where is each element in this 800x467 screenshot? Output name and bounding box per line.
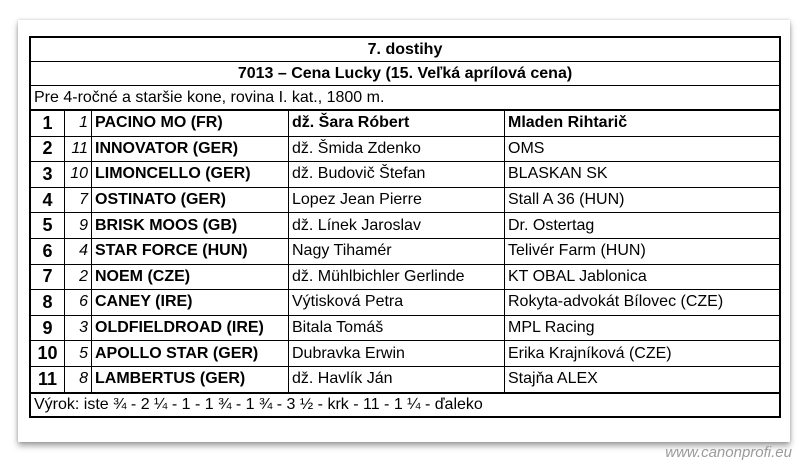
number-cell: 6 <box>65 290 92 316</box>
number-cell: 9 <box>65 213 92 239</box>
number-cell: 8 <box>65 366 92 392</box>
position-cell: 11 <box>30 366 65 392</box>
table-row <box>30 136 780 162</box>
number-cell: 5 <box>65 341 92 367</box>
horse-cell: STAR FORCE (HUN) <box>92 238 289 264</box>
horse-cell: INNOVATOR (GER) <box>92 136 289 162</box>
number-cell: 3 <box>65 315 92 341</box>
owner-cell: Stajňa ALEX <box>505 366 781 392</box>
jockey-cell: dž. Šara Róbert <box>289 110 505 136</box>
owner-cell: Stall A 36 (HUN) <box>505 187 781 213</box>
number-cell: 10 <box>65 162 92 188</box>
owner-cell: BLASKAN SK <box>505 162 781 188</box>
table-row <box>30 366 780 392</box>
table-row <box>30 315 780 341</box>
results-table <box>29 36 781 418</box>
position-cell: 6 <box>30 238 65 264</box>
horse-cell: CANEY (IRE) <box>92 290 289 316</box>
owner-cell: OMS <box>505 136 781 162</box>
position-cell: 5 <box>30 213 65 239</box>
number-cell: 11 <box>65 136 92 162</box>
horse-cell: LAMBERTUS (GER) <box>92 366 289 392</box>
jockey-cell: Výtisková Petra <box>289 290 505 316</box>
owner-cell: Mladen Rihtarič <box>505 110 781 136</box>
owner-cell: MPL Racing <box>505 315 781 341</box>
table-row <box>30 290 780 316</box>
jockey-cell: dž. Šmida Zdenko <box>289 136 505 162</box>
race-subtitle: 7013 – Cena Lucky (15. Veľká aprílová cena) <box>30 62 780 86</box>
table-row <box>30 341 780 367</box>
position-cell: 1 <box>30 110 65 136</box>
jockey-cell: dž. Havlík Ján <box>289 366 505 392</box>
number-cell: 4 <box>65 238 92 264</box>
position-cell: 4 <box>30 187 65 213</box>
owner-cell: Telivér Farm (HUN) <box>505 238 781 264</box>
horse-cell: OSTINATO (GER) <box>92 187 289 213</box>
horse-cell: LIMONCELLO (GER) <box>92 162 289 188</box>
verdict: Výrok: iste ¾ - 2 ¼ - 1 - 1 ¾ - 1 ¾ - 3 ½ - krk - 11 - 1 ¼ - ďaleko <box>30 393 780 417</box>
owner-cell: KT OBAL Jablonica <box>505 264 781 290</box>
table-row <box>30 162 780 188</box>
jockey-cell: dž. Mühlbichler Gerlinde <box>289 264 505 290</box>
table-row <box>30 264 780 290</box>
position-cell: 2 <box>30 136 65 162</box>
table-row <box>30 110 780 136</box>
owner-cell: Rokyta-advokát Bílovec (CZE) <box>505 290 781 316</box>
table-row <box>30 238 780 264</box>
watermark: www.canonprofi.eu <box>665 444 792 461</box>
jockey-cell: Dubravka Erwin <box>289 341 505 367</box>
number-cell: 1 <box>65 110 92 136</box>
horse-cell: BRISK MOOS (GB) <box>92 213 289 239</box>
table-row <box>30 187 780 213</box>
position-cell: 7 <box>30 264 65 290</box>
jockey-cell: dž. Línek Jaroslav <box>289 213 505 239</box>
owner-cell: Dr. Ostertag <box>505 213 781 239</box>
horse-cell: PACINO MO (FR) <box>92 110 289 136</box>
position-cell: 9 <box>30 315 65 341</box>
horse-cell: APOLLO STAR (GER) <box>92 341 289 367</box>
number-cell: 7 <box>65 187 92 213</box>
position-cell: 8 <box>30 290 65 316</box>
jockey-cell: Nagy Tihamér <box>289 238 505 264</box>
number-cell: 2 <box>65 264 92 290</box>
owner-cell: Erika Krajníková (CZE) <box>505 341 781 367</box>
race-conditions: Pre 4-ročné a staršie kone, rovina I. kat., 1800 m. <box>30 86 780 111</box>
race-title: 7. dostihy <box>30 37 780 62</box>
jockey-cell: Bitala Tomáš <box>289 315 505 341</box>
table-row <box>30 213 780 239</box>
horse-cell: OLDFIELDROAD (IRE) <box>92 315 289 341</box>
jockey-cell: dž. Budovič Štefan <box>289 162 505 188</box>
horse-cell: NOEM (CZE) <box>92 264 289 290</box>
position-cell: 3 <box>30 162 65 188</box>
jockey-cell: Lopez Jean Pierre <box>289 187 505 213</box>
position-cell: 10 <box>30 341 65 367</box>
